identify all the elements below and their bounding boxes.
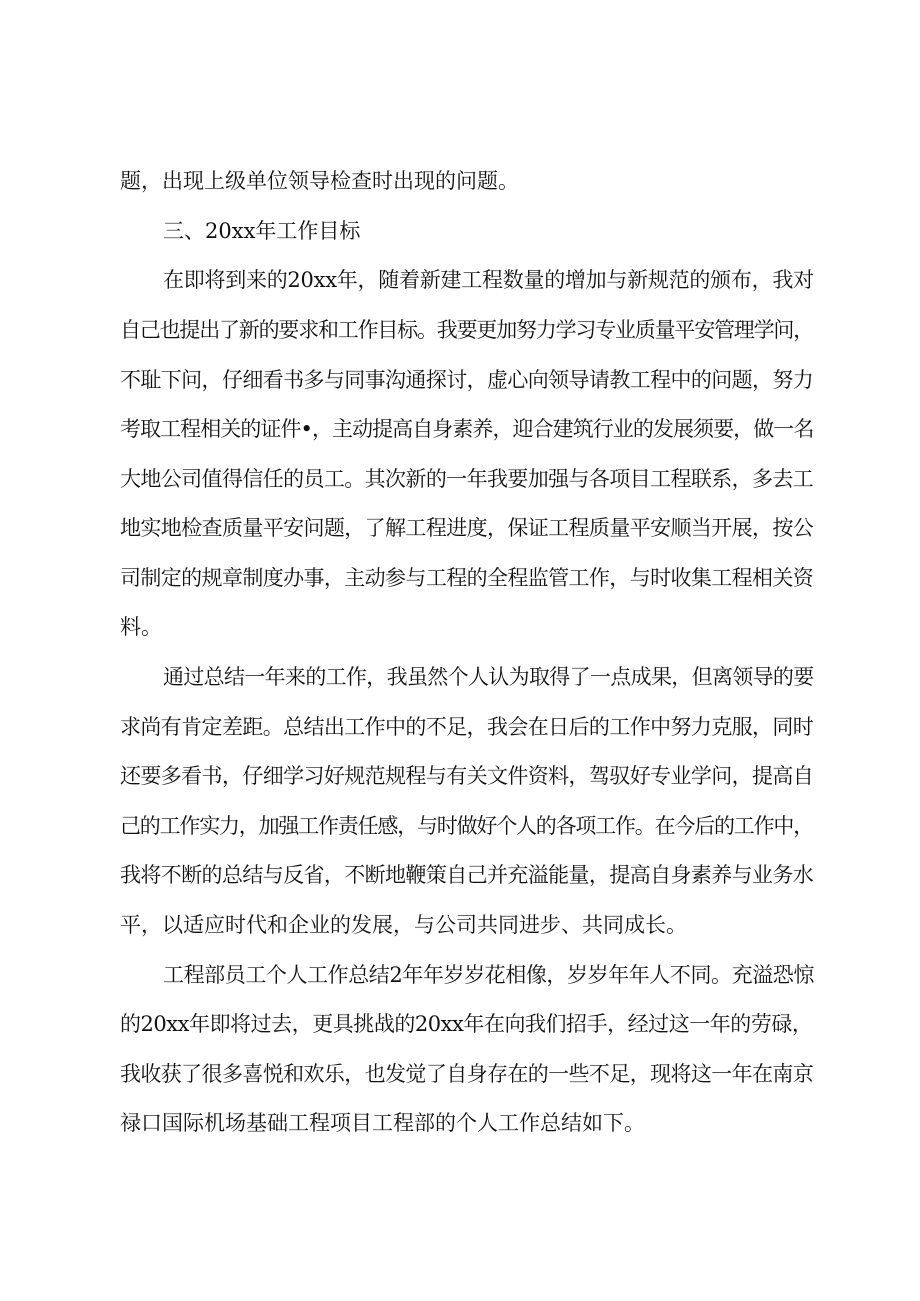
- text-line: 通过总结一年来的工作，我虽然个人认为取得了一点成果，但离领导的要: [163, 665, 814, 689]
- text-line: 己的工作实力，加强工作责任感，与时做好个人的各项工作。在今后的工作中，: [120, 814, 813, 838]
- text-line: 我收获了很多喜悦和欢乐，也发觉了自身存在的一些不足，现将这一年在南京: [120, 1062, 814, 1086]
- text-line: 求尚有肯定差距。总结出工作中的不足，我会在日后的工作中努力克服，同时: [120, 715, 814, 739]
- text-line: 自己也提出了新的要求和工作目标。我要更加努力学习专业质量平安管理学问，: [120, 318, 813, 342]
- text-line: 还要多看书，仔细学习好规范规程与有关文件资料，驾驭好专业学问，提高自: [120, 764, 814, 788]
- text-line: 禄口国际机场基础工程项目工程部的个人工作总结如下。: [120, 1111, 645, 1135]
- text-line: 地实地检查质量平安问题，了解工程进度，保证工程质量平安顺当开展，按公: [120, 516, 814, 540]
- text-line: 平，以适应时代和企业的发展，与公司共同进步、共同成长。: [120, 913, 687, 937]
- text-line: 大地公司值得信任的员工。其次新的一年我要加强与各项目工程联系，多去工: [120, 467, 814, 491]
- text-line: 司制定的规章制度办事，主动参与工程的全程监管工作，与时收集工程相关资: [120, 566, 814, 590]
- text-line: 不耻下问，仔细看书多与同事沟通探讨，虚心向领导请教工程中的问题，努力: [120, 368, 814, 392]
- text-line: 工程部员工个人工作总结2年年岁岁花相像，岁岁年年人不同。充溢恐惊: [163, 963, 814, 987]
- text-line: 在即将到来的20xx年，随着新建工程数量的增加与新规范的颁布，我对: [163, 268, 814, 292]
- section-heading: 三、20xx年工作目标: [163, 219, 361, 243]
- text-line: 料。: [120, 615, 162, 639]
- text-line: 题，出现上级单位领导检查时出现的问题。: [120, 169, 519, 193]
- text-line: 我将不断的总结与反省，不断地鞭策自己并充溢能量，提高自身素养与业务水: [120, 863, 814, 887]
- text-line: 的20xx年即将过去，更具挑战的20xx年在向我们招手，经过这一年的劳碌，: [120, 1012, 813, 1036]
- text-line: 考取工程相关的证件•，主动提高自身素养，迎合建筑行业的发展须要，做一名: [120, 417, 814, 441]
